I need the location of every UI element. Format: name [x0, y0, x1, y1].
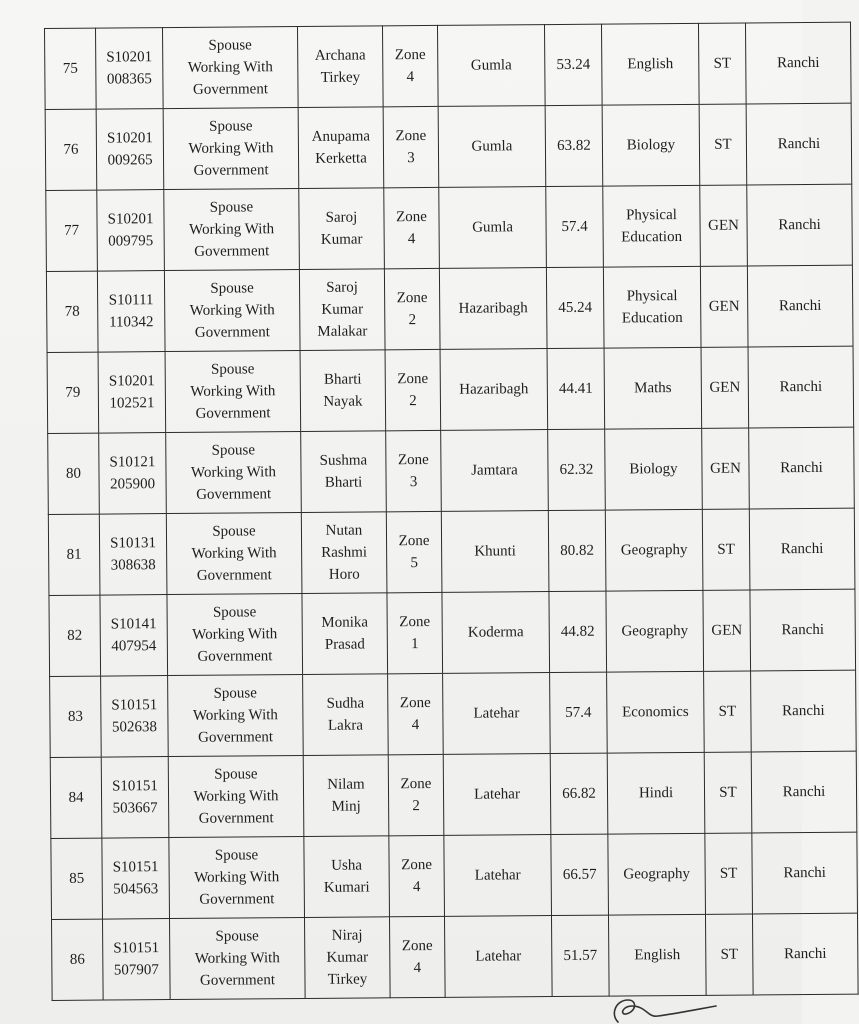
subject-cell-text: English: [627, 56, 674, 73]
caste-cell: [700, 266, 748, 347]
division-cell-text: Ranchi: [780, 459, 823, 477]
subject-cell-text: Maths: [634, 380, 672, 397]
application-id-cell-text: S10111 110342: [108, 292, 154, 331]
name-cell: [304, 836, 390, 918]
caste-cell-text: GEN: [709, 460, 741, 477]
division-cell: [749, 427, 855, 509]
category-cell-text: Spouse Working With Government: [189, 280, 275, 341]
district-cell: [438, 106, 546, 188]
district-cell: [439, 268, 547, 350]
application-id-cell-text: S10141 407954: [110, 616, 157, 655]
score-cell-text: 51.57: [563, 947, 598, 964]
district-cell: [441, 430, 549, 512]
serial-number-cell-text: 78: [64, 303, 80, 320]
serial-number-cell-text: 83: [67, 708, 83, 725]
district-cell: [443, 754, 551, 836]
zone-cell-text: Zone 4: [396, 208, 427, 248]
category-cell-text: Spouse Working With Government: [190, 361, 276, 422]
signature-mark: [598, 994, 718, 1024]
subject-cell: [608, 833, 706, 915]
district-cell: [441, 511, 549, 593]
division-cell-text: Ranchi: [783, 945, 827, 963]
district-cell-text: Gumla: [471, 138, 513, 155]
application-id-cell-text: S10151 503667: [111, 778, 158, 817]
caste-cell: [705, 914, 753, 995]
caste-cell: [701, 347, 749, 428]
application-id-cell: [101, 676, 169, 758]
subject-cell-text: Geography: [623, 865, 691, 883]
serial-number-cell: [45, 109, 97, 190]
district-cell-text: Latehar: [474, 867, 521, 884]
score-cell-text: 62.32: [559, 461, 594, 478]
name-cell-text: Monika Prasad: [321, 614, 369, 653]
zone-cell-text: Zone 2: [396, 289, 428, 329]
zone-cell: [386, 511, 442, 592]
score-cell: [550, 672, 608, 753]
name-cell-text: Bharti Nayak: [323, 371, 363, 410]
caste-cell-text: GEN: [708, 217, 740, 234]
application-id-cell-text: S10201 008365: [106, 49, 153, 88]
serial-number-cell: [51, 838, 103, 919]
subject-cell-text: Biology: [629, 461, 678, 478]
district-cell: [444, 916, 552, 998]
zone-cell-text: Zone 4: [401, 937, 433, 977]
category-cell: [166, 512, 302, 594]
serial-number-cell-text: 80: [65, 465, 82, 482]
caste-cell-text: ST: [719, 865, 738, 882]
name-cell-text: Usha Kumari: [323, 857, 370, 896]
district-cell-text: Gumla: [470, 57, 512, 74]
serial-number-cell: [49, 595, 101, 676]
application-id-cell-text: S10131 308638: [110, 535, 157, 574]
category-cell-text: Spouse Working With Government: [192, 604, 278, 665]
score-cell: [545, 105, 603, 186]
application-id-cell: [96, 109, 164, 191]
division-cell-text: Ranchi: [782, 783, 826, 801]
subject-cell: [605, 428, 703, 510]
score-cell-text: 57.4: [565, 704, 592, 721]
caste-cell-text: GEN: [711, 622, 743, 639]
division-cell: [747, 184, 853, 266]
subject-cell: [601, 23, 699, 105]
application-id-cell-text: S10151 507907: [113, 940, 160, 979]
division-cell: [751, 670, 857, 752]
table-row: [46, 184, 853, 271]
caste-cell: [698, 23, 746, 104]
category-cell-text: Spouse Working With Government: [192, 685, 278, 746]
caste-cell-text: GEN: [709, 379, 741, 396]
subject-cell: [602, 104, 700, 186]
zone-cell: [389, 835, 445, 916]
application-id-cell-text: S10201 009795: [107, 211, 154, 250]
division-cell-text: Ranchi: [778, 297, 822, 315]
division-cell-text: Ranchi: [779, 378, 823, 396]
zone-cell-text: Zone 4: [394, 47, 426, 86]
caste-cell: [699, 104, 747, 185]
category-cell-text: Spouse Working With Government: [194, 847, 280, 908]
caste-cell-text: ST: [713, 55, 732, 72]
division-cell-text: Ranchi: [776, 54, 820, 72]
zone-cell-text: Zone 2: [397, 370, 429, 410]
category-cell: [165, 350, 301, 432]
zone-cell: [386, 430, 442, 511]
zone-cell: [383, 106, 439, 187]
caste-cell: [704, 671, 752, 752]
table-row: [50, 670, 857, 757]
table-row: [46, 265, 853, 352]
district-cell-text: Latehar: [474, 786, 521, 803]
subject-cell: [608, 914, 706, 996]
table-row: [45, 22, 852, 109]
division-cell: [745, 22, 851, 104]
serial-number-cell-text: 86: [69, 951, 85, 968]
serial-number-cell-text: 79: [65, 384, 81, 401]
serial-number-cell: [45, 28, 97, 109]
caste-cell-text: ST: [717, 541, 735, 558]
zone-cell-text: Zone 2: [400, 775, 432, 815]
score-cell-text: 66.57: [562, 866, 597, 883]
serial-number-cell-text: 76: [63, 141, 79, 158]
category-cell: [167, 593, 303, 675]
district-cell: [442, 592, 550, 674]
district-cell-text: Latehar: [473, 705, 520, 722]
serial-number-cell: [52, 919, 104, 1000]
subject-cell: [604, 347, 702, 429]
serial-number-cell: [46, 271, 98, 352]
district-cell: [439, 187, 547, 269]
records-table-body: [45, 22, 859, 1000]
application-id-cell: [97, 190, 165, 272]
subject-cell-text: Physical Education: [621, 207, 683, 246]
caste-cell-text: GEN: [708, 298, 740, 315]
district-cell: [443, 673, 551, 755]
category-cell: [163, 27, 299, 109]
division-cell: [752, 832, 858, 914]
application-id-cell: [102, 838, 170, 920]
category-cell-text: Spouse Working With Government: [194, 928, 280, 989]
name-cell-text: Niraj Kumar Tirkey: [326, 927, 369, 988]
application-id-cell: [100, 595, 168, 677]
division-cell-text: Ranchi: [781, 621, 825, 639]
category-cell-text: Spouse Working With Government: [187, 37, 273, 98]
zone-cell-text: Zone 4: [399, 694, 431, 734]
category-cell-text: Spouse Working With Government: [189, 199, 275, 260]
name-cell-text: Saroj Kumar Malakar: [317, 279, 368, 340]
name-cell-text: Sushma Bharti: [319, 452, 368, 491]
zone-cell: [384, 187, 440, 268]
serial-number-cell-text: 84: [68, 789, 84, 806]
name-cell: [301, 512, 387, 594]
name-cell-text: Saroj Kumar: [320, 209, 363, 248]
subject-cell: [605, 509, 703, 591]
category-cell: [168, 755, 304, 837]
table-row: [45, 103, 852, 190]
district-cell-text: Gumla: [472, 219, 514, 236]
category-cell-text: Spouse Working With Government: [190, 442, 277, 503]
score-cell: [546, 267, 604, 348]
table-row: [48, 427, 855, 514]
application-id-cell: [99, 433, 167, 515]
score-cell-text: 45.24: [558, 299, 593, 316]
score-cell: [551, 915, 609, 996]
zone-cell: [384, 268, 440, 349]
category-cell: [166, 431, 302, 513]
division-cell-text: Ranchi: [777, 135, 821, 153]
caste-cell: [705, 833, 753, 914]
caste-cell: [700, 185, 748, 266]
name-cell-text: Nutan Rashmi Horo: [321, 522, 368, 583]
category-cell: [164, 270, 300, 352]
zone-cell: [389, 916, 445, 997]
division-cell: [748, 346, 854, 428]
division-cell: [750, 589, 856, 671]
table-row: [50, 751, 857, 838]
category-cell-text: Spouse Working With Government: [193, 766, 279, 827]
subject-cell: [606, 590, 704, 672]
zone-cell: [387, 592, 443, 673]
score-cell: [549, 591, 607, 672]
division-cell: [752, 913, 858, 995]
score-cell-text: 44.41: [558, 380, 593, 397]
serial-number-cell: [47, 352, 99, 433]
category-cell: [168, 674, 304, 756]
division-cell: [746, 103, 852, 185]
district-cell-text: Khunti: [474, 543, 517, 560]
score-cell: [547, 348, 605, 429]
subject-cell-text: English: [634, 947, 681, 964]
category-cell: [169, 836, 305, 918]
division-cell-text: Ranchi: [778, 216, 821, 234]
division-cell: [751, 751, 857, 833]
name-cell-text: Archana Tirkey: [314, 47, 366, 86]
score-cell-text: 80.82: [560, 542, 595, 559]
score-cell: [551, 834, 609, 915]
caste-cell: [702, 428, 750, 509]
caste-cell-text: ST: [720, 946, 739, 963]
serial-number-cell: [50, 757, 102, 838]
application-id-cell-text: S10121 205900: [109, 454, 156, 493]
serial-number-cell: [46, 190, 98, 271]
application-id-cell-text: S10151 504563: [112, 859, 159, 898]
score-cell-text: 44.82: [560, 623, 595, 640]
district-cell-text: Latehar: [475, 948, 522, 965]
score-cell-text: 66.82: [562, 785, 596, 802]
district-cell: [444, 835, 552, 917]
category-cell-text: Spouse Working With Government: [188, 118, 274, 179]
zone-cell: [388, 754, 444, 835]
table-row: [49, 589, 856, 676]
zone-cell-text: Zone 5: [398, 532, 430, 572]
caste-cell-text: ST: [719, 784, 737, 801]
name-cell-text: Nilam Minj: [327, 776, 365, 815]
caste-cell: [702, 509, 750, 590]
name-cell-text: Sudha Lakra: [326, 695, 365, 734]
score-cell-text: 63.82: [557, 137, 591, 154]
serial-number-cell-text: 77: [64, 222, 80, 239]
district-cell: [440, 349, 548, 431]
serial-number-cell: [50, 676, 102, 757]
name-cell: [298, 107, 384, 189]
score-cell: [548, 510, 606, 591]
subject-cell: [607, 671, 705, 753]
subject-cell-text: Geography: [620, 541, 688, 559]
category-cell: [163, 108, 299, 190]
zone-cell-text: Zone 3: [395, 128, 427, 167]
subject-cell-text: Biology: [626, 137, 676, 154]
table-row: [52, 913, 859, 1000]
zone-cell-text: Zone 4: [401, 856, 433, 896]
subject-cell-text: Physical Education: [621, 288, 683, 327]
zone-cell: [385, 349, 441, 430]
caste-cell-text: ST: [718, 703, 737, 720]
score-cell-text: 57.4: [561, 218, 588, 235]
table-row: [48, 508, 855, 595]
name-cell: [300, 350, 386, 432]
application-id-cell: [103, 919, 171, 1001]
category-cell-text: Spouse Working With Government: [191, 523, 277, 584]
category-cell: [164, 189, 300, 271]
zone-cell: [388, 673, 444, 754]
score-cell-text: 53.24: [556, 56, 591, 73]
division-cell: [747, 265, 853, 347]
category-cell: [169, 917, 305, 999]
subject-cell-text: Economics: [622, 703, 689, 721]
name-cell: [297, 26, 383, 108]
name-cell: [299, 269, 385, 351]
application-id-cell: [99, 514, 167, 596]
score-cell: [550, 753, 608, 834]
name-cell: [304, 917, 390, 999]
division-cell-text: Ranchi: [780, 540, 824, 558]
name-cell: [303, 674, 389, 756]
score-cell: [548, 429, 606, 510]
name-cell: [303, 755, 389, 837]
serial-number-cell: [48, 433, 100, 514]
subject-cell: [607, 752, 705, 834]
division-cell-text: Ranchi: [783, 864, 826, 882]
table-row: [51, 832, 858, 919]
serial-number-cell: [48, 514, 100, 595]
score-cell: [546, 186, 604, 267]
application-id-cell: [98, 352, 166, 434]
subject-cell: [603, 185, 701, 267]
serial-number-cell-text: 82: [67, 627, 83, 644]
caste-cell: [703, 590, 751, 671]
application-id-cell-text: S10151 502638: [111, 697, 158, 736]
district-cell-text: Hazaribagh: [459, 381, 529, 398]
district-cell: [437, 25, 545, 107]
application-id-cell-text: S10201 009265: [106, 130, 153, 169]
serial-number-cell-text: 81: [66, 546, 82, 563]
table-row: [47, 346, 854, 433]
caste-cell-text: ST: [714, 136, 732, 153]
zone-cell: [382, 25, 438, 106]
records-table: [44, 22, 859, 1001]
application-id-cell: [96, 28, 164, 110]
division-cell: [749, 508, 855, 590]
name-cell: [299, 188, 385, 270]
division-cell-text: Ranchi: [782, 702, 825, 720]
name-cell: [302, 593, 388, 675]
subject-cell: [603, 266, 701, 348]
subject-cell-text: Geography: [621, 622, 689, 640]
serial-number-cell-text: 85: [69, 870, 85, 887]
caste-cell: [704, 752, 752, 833]
name-cell-text: Anupama Kerketta: [311, 128, 371, 167]
score-cell: [544, 24, 602, 105]
application-id-cell: [101, 757, 169, 839]
district-cell-text: Jamtara: [471, 462, 518, 479]
zone-cell-text: Zone 3: [397, 451, 429, 491]
name-cell: [301, 431, 387, 513]
application-id-cell-text: S10201 102521: [108, 373, 155, 412]
district-cell-text: Koderma: [467, 624, 524, 641]
application-id-cell: [97, 271, 165, 353]
district-cell-text: Hazaribagh: [458, 300, 528, 317]
serial-number-cell-text: 75: [62, 60, 78, 77]
subject-cell-text: Hindi: [638, 785, 674, 802]
zone-cell-text: Zone 1: [399, 613, 431, 653]
